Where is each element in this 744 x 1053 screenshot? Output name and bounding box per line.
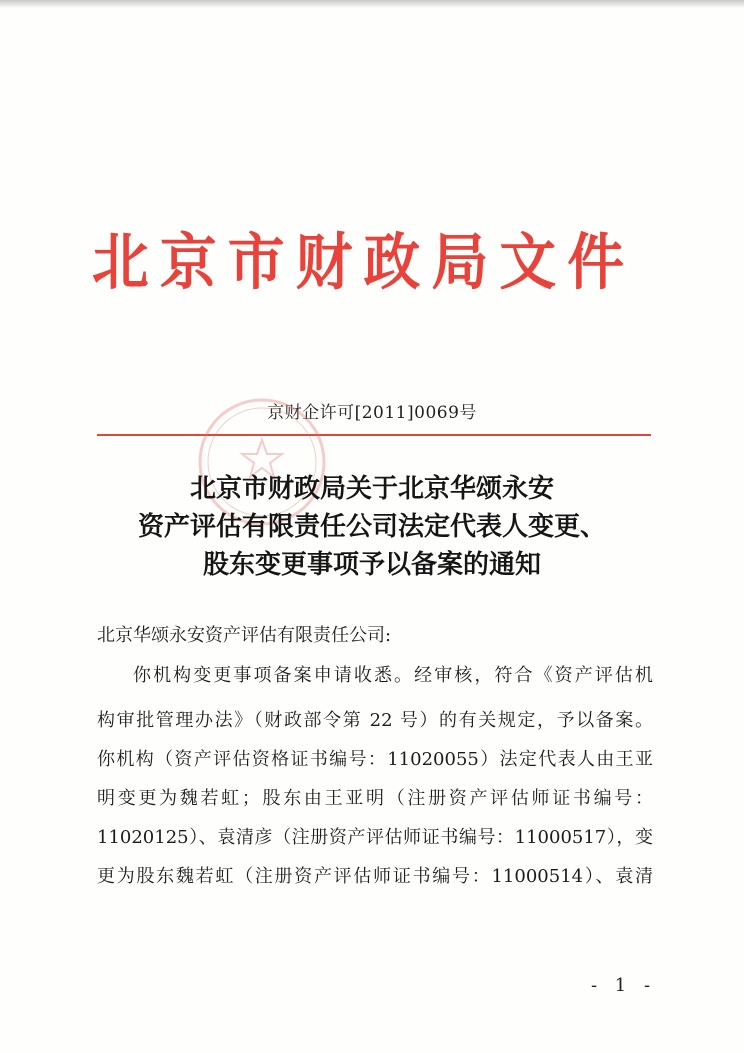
page-number: - 1 - xyxy=(591,975,657,996)
document-number: 京财企许可[2011]0069号 xyxy=(267,403,477,423)
body-line: 你机构（资产评估资格证书编号：11020055）法定代表人由王亚 xyxy=(97,749,653,770)
document-masthead: 北京市财政局文件 xyxy=(92,227,636,298)
body-line: 你机构变更事项备案申请收悉。经审核，符合《资产评估机 xyxy=(133,665,653,686)
title-line: 资产评估有限责任公司法定代表人变更、 xyxy=(137,512,606,542)
title-line: 北京市财政局关于北京华颂永安 xyxy=(189,474,554,504)
red-divider-rule xyxy=(97,434,651,436)
addressee: 北京华颂永安资产评估有限责任公司: xyxy=(97,625,392,646)
body-line: 明变更为魏若虹；股东由王亚明（注册资产评估师证书编号： xyxy=(97,788,653,809)
title-line: 股东变更事项予以备案的通知 xyxy=(202,550,541,580)
body-line: 11020125）、袁清彦（注册资产评估师证书编号：11000517），变 xyxy=(97,827,653,848)
document-title xyxy=(60,470,684,584)
body-line: 构审批管理办法》（财政部令第 22 号）的有关规定，予以备案。 xyxy=(97,710,653,731)
body-line: 更为股东魏若虹（注册资产评估师证书编号：11000514）、袁清 xyxy=(97,866,653,887)
scan-edge xyxy=(0,0,744,8)
